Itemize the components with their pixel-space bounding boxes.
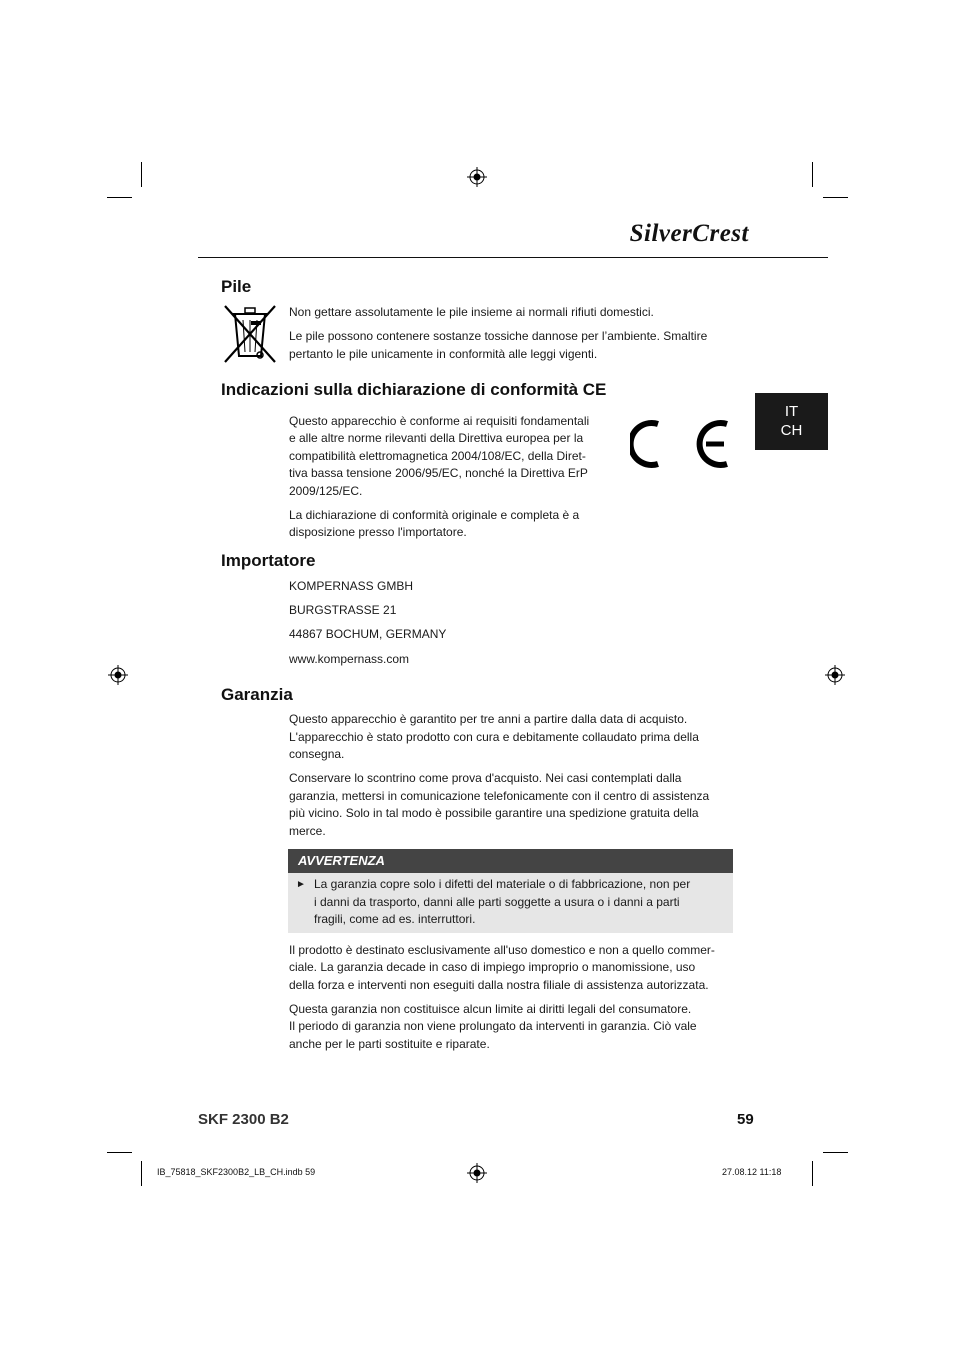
paragraph-line: Il periodo di garanzia non viene prolungato da interventi in garanzia. Ciò vale [289,1019,697,1033]
language-code-ch: CH [780,422,803,439]
paragraph-line: e alle altre norme rilevanti della Direttiva europea per la [289,431,584,445]
crop-mark [812,162,813,187]
warning-text-line: La garanzia copre solo i difetti del materiale o di fabbricazione, non per [314,877,691,891]
paragraph-line: garanzia, mettersi in comunicazione telefonicamente con il centro di assistenza [289,789,710,803]
paragraph-line: La dichiarazione di conformità originale e completa è a [289,508,580,522]
footer-model: SKF 2300 B2 [198,1111,289,1128]
registration-mark-icon [467,1163,487,1183]
section-title-pile: Pile [221,277,252,296]
crop-mark [141,162,142,187]
crop-mark [141,1161,142,1186]
paragraph-line: Le pile possono contenere sostanze tossiche dannose per l’ambiente. Smaltire [289,329,708,343]
slug-filename: IB_75818_SKF2300B2_LB_CH.indb 59 [157,1167,316,1177]
paragraph-line: compatibilità elettromagnetica 2004/108/EC, della Diret- [289,449,586,463]
language-tab [755,393,828,450]
language-code-it: IT [784,403,799,420]
crop-mark [823,1152,848,1153]
crossed-out-bin-icon [221,302,279,364]
registration-mark-icon [825,665,845,685]
registration-mark-icon [108,665,128,685]
paragraph-line: consegna. [289,747,345,761]
ce-mark-icon [630,419,730,469]
bullet-arrow-icon: ► [296,879,306,890]
section-title-importer: Importatore [221,551,316,570]
section-title-warranty: Garanzia [221,685,293,704]
paragraph-line: tiva bassa tensione 2006/95/EC, nonché la Direttiva ErP [289,466,588,480]
header-rule [198,257,828,258]
importer-city: 44867 BOCHUM, GERMANY [289,627,447,641]
crop-mark [812,1161,813,1186]
paragraph-line: merce. [289,824,326,838]
paragraph-line: Questo apparecchio è conforme ai requisiti fondamentali [289,414,590,428]
crop-mark [107,197,132,198]
paragraph-line: L'apparecchio è stato prodotto con cura e debitamente collaudato prima della [289,730,699,744]
slug-date: 27.08.12 11:18 [722,1167,782,1177]
registration-mark-icon [467,167,487,187]
importer-website-link[interactable]: www.kompernass.com [289,652,410,666]
paragraph-line: della forza e interventi non eseguiti dalla nostra filiale di assistenza autorizzata. [289,978,709,992]
paragraph-line: Questo apparecchio è garantito per tre anni a partire dalla data di acquisto. [289,712,688,726]
paragraph-line: ciale. La garanzia decade in caso di impiego improprio o manomissione, uso [289,960,696,974]
paragraph-line: Conservare lo scontrino come prova d'acquisto. Nei casi contemplati dalla [289,771,682,785]
paragraph-line: 2009/125/EC. [289,484,363,498]
section-title-ce: Indicazioni sulla dichiarazione di conformità CE [221,380,607,399]
paragraph: Non gettare assolutamente le pile insieme ai normali rifiuti domestici. [289,305,654,319]
page-number: 59 [737,1111,754,1128]
warning-header: AVVERTENZA [288,849,733,873]
paragraph-line: anche per le parti sostituite e riparate. [289,1037,490,1051]
importer-street: BURGSTRASSE 21 [289,603,397,617]
brand-logo: SilverCrest [629,220,749,247]
importer-name: KOMPERNASS GMBH [289,579,414,593]
warning-text-line: i danni da trasporto, danni alle parti soggette a usura o i danni a parti [314,895,680,909]
paragraph-line: più vicino. Solo in tal modo è possibile garantire una spedizione gratuita della [289,806,699,820]
paragraph-line: disposizione presso l'importatore. [289,525,467,539]
crop-mark [823,197,848,198]
crop-mark [107,1152,132,1153]
paragraph-line: Il prodotto è destinato esclusivamente all'uso domestico e non a quello commer- [289,943,715,957]
warning-text-line: fragili, come ad es. interruttori. [314,912,476,926]
paragraph-line: pertanto le pile unicamente in conformità alle leggi vigenti. [289,347,598,361]
paragraph-line: Questa garanzia non costituisce alcun limite ai diritti legali del consumatore. [289,1002,692,1016]
